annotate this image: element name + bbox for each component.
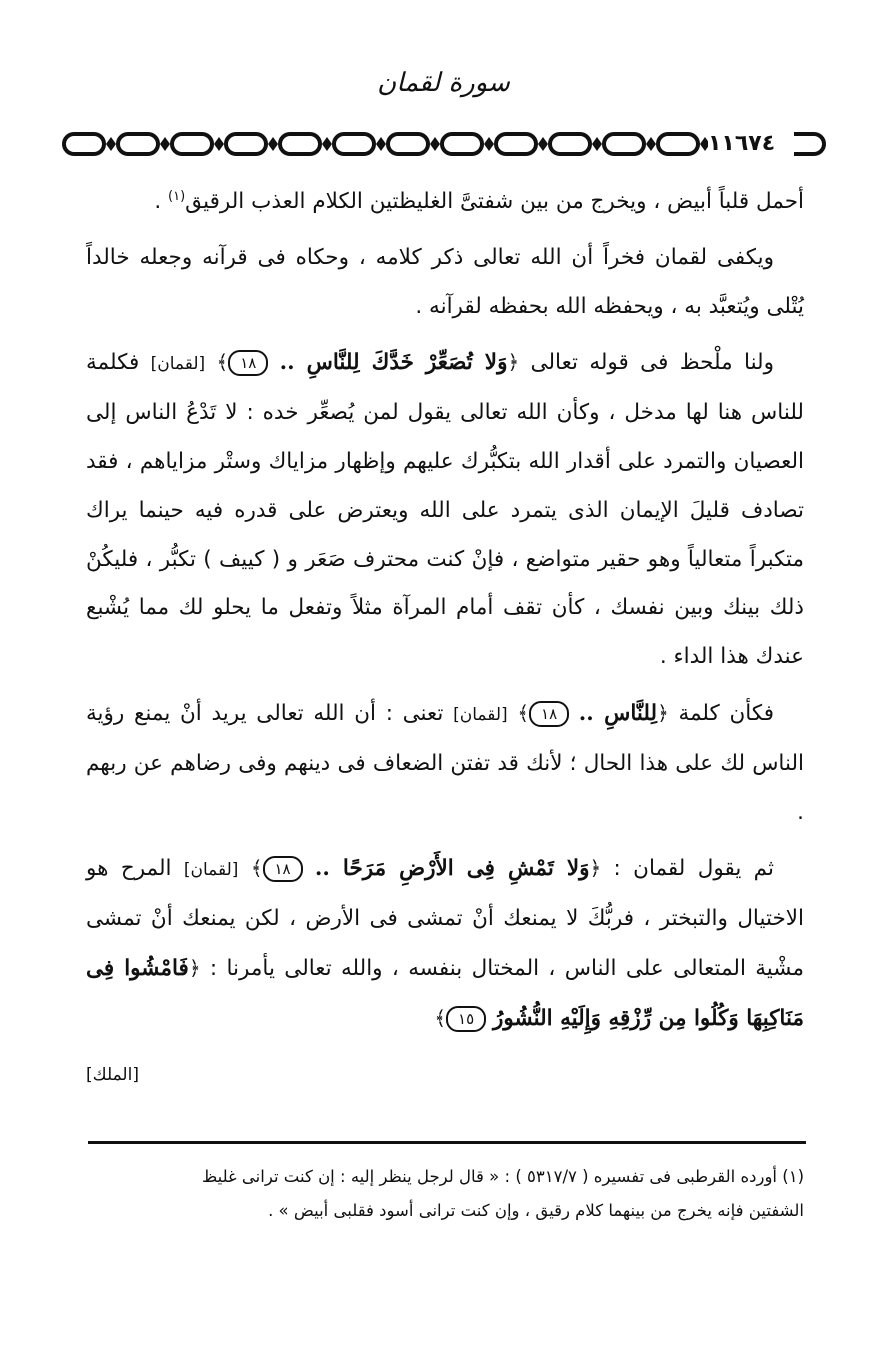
ayah-number-badge: ١٨	[529, 701, 569, 727]
quran-verse: وَلا تُصَعِّرْ خَدَّكَ لِلنَّاسِ ..	[279, 350, 508, 376]
paragraph-3-text: فكلمة للناس هنا لها مدخل ، وكأن الله تعالى يقول لمن يُصعِّر خده : لا تَدْعُ الناس إلى العصيان والتمرد على أقدار الله بتكبُّرك عليهم وإظهار مزاياك وستْر مزاياهم ، فقد تصادف قليلَ الإيمان الذى يتمرد على الله ويعترض على قدره فيه حينما يراك متكبراً متعالياً وهو حقير متواضع ، فإنْ كنت محترف صَعَر و ( كييف ) تكبُّر ، فليكُنْ ذلك بينك وبين نفسك ، كأن تقف أمام المرآة مثلاً وتفعل ما يحلو لك مما يُشْبع عندك هذا الداء .	[86, 350, 804, 670]
surah-title: سورة لقمان	[377, 68, 510, 98]
paragraph-5-text: المرح هو الاختيال والتبختر ، فربُّكَ لا يمنعك أنْ تمشى فى الأرض ، لكن يمنعك أنْ تمشى مشْية المتعالى على الناس ، المختال بنفسه ، والله تعالى يأمرنا :	[86, 856, 804, 981]
quran-verse: لِلنَّاسِ ..	[578, 700, 658, 726]
paragraph-5: ثم يقول لقمان : ﴿وَلا تَمْشِ فِى الأَرْضِ مَرَحًا .. ١٨﴾ [لقمان] المرح هو الاختيال والتبختر ، فربُّكَ لا يمنعك أنْ تمشى فى الأرض ، لكن يمنعك أنْ تمشى مشْية المتعالى على الناس ، المختال بنفسه ، والله تعالى يأمرنا : ﴿فَامْشُوا فِى مَنَاكِبِهَا وَكُلُوا مِن رِّزْقِهِ وَإِلَيْهِ النُّشُورُ ١٥﴾	[86, 856, 804, 1031]
page-number: ١١٦٧٤	[708, 131, 794, 156]
surah-reference: [لقمان]	[150, 354, 206, 375]
quran-verse: وَلا تَمْشِ فِى الأَرْضِ مَرَحًا ..	[314, 856, 590, 882]
paragraph-4-text: تعنى : أن الله تعالى يريد أنْ يمنع رؤية الناس لك على هذا الحال ؛ لأنك قد تفتن الضعاف فى دينهم وفى رضاهم عن ربهم .	[86, 700, 804, 825]
footnote-1-line-2: الشفتين فإنه يخرج من بينهما كلام رقيق ، وإن كنت ترانى أسود فقلبى أبيض » .	[268, 1201, 804, 1220]
paragraph-3: ولنا ملْحظ فى قوله تعالى ﴿وَلا تُصَعِّرْ خَدَّكَ لِلنَّاسِ .. ١٨﴾ [لقمان] فكلمة للناس هنا لها مدخل ، وكأن الله تعالى يقول لمن يُصعِّر خده : لا تَدْعُ الناس إلى العصيان والتمرد على أقدار الله بتكبُّرك عليهم وإظهار مزاياك وستْر مزاياهم ، فقد تصادف قليلَ الإيمان الذى يتمرد على الله ويعترض على قدره فيه حينما يراك متكبراً متعالياً وهو حقير متواضع ، فإنْ كنت محترف صَعَر و ( كييف ) تكبُّر ، فليكُنْ ذلك بينك وبين نفسك ، كأن تقف أمام المرآة مثلاً وتفعل ما يحلو لك مما يُشْبع عندك هذا الداء .	[86, 350, 804, 670]
surah-reference-mulk: [الملك]	[86, 1064, 139, 1085]
surah-reference: [لقمان]	[183, 860, 239, 881]
footnote-marker: (١)	[168, 188, 186, 204]
paragraph-1-end: .	[154, 189, 169, 214]
surah-reference: [لقمان]	[453, 704, 508, 725]
paragraph-4-intro: فكأن كلمة	[668, 700, 774, 726]
quran-verse: فَامْشُوا فِى مَنَاكِبِهَا وَكُلُوا مِن رِّزْقِهِ وَإِلَيْهِ النُّشُورُ	[86, 955, 804, 1031]
paragraph-1-text: أحمل قلباً أبيض ، ويخرج من بين شفتىَّ الغليظتين الكلام العذب الرقيق	[185, 189, 804, 214]
paragraph-5-intro: ثم يقول لقمان :	[601, 856, 774, 882]
main-text	[86, 178, 804, 1091]
ayah-number-badge: ١٥	[446, 1006, 486, 1032]
paragraph-3-intro: ولنا ملْحظ فى قوله تعالى	[519, 350, 774, 376]
footnotes	[86, 1160, 804, 1228]
footnote-1-line-1: (١) أورده القرطبى فى تفسيره ( ٥٣١٧/٧ ) : « قال لرجل ينظر إليه : إن كنت ترانى غليظ	[201, 1167, 804, 1186]
reference-row	[86, 1051, 804, 1091]
footnote-divider	[88, 1141, 806, 1144]
paragraph-2	[86, 234, 804, 332]
paragraph-1	[86, 178, 804, 227]
paragraph-2-text: ويكفى لقمان فخراً أن الله تعالى ذكر كلامه ، وحكاه فى قرآنه وجعله خالداً يُتْلى ويُتعبَّد به ، ويحفظه الله بحفظه لقرآنه .	[86, 244, 804, 319]
ayah-number-badge: ١٨	[228, 350, 268, 376]
ayah-number-badge: ١٨	[263, 856, 303, 882]
paragraph-4: فكأن كلمة ﴿لِلنَّاسِ .. ١٨﴾ [لقمان] تعنى : أن الله تعالى يريد أنْ يمنع رؤية الناس لك على هذا الحال ؛ لأنك قد تفتن الضعاف فى دينهم وفى رضاهم عن ربهم .	[86, 700, 804, 825]
